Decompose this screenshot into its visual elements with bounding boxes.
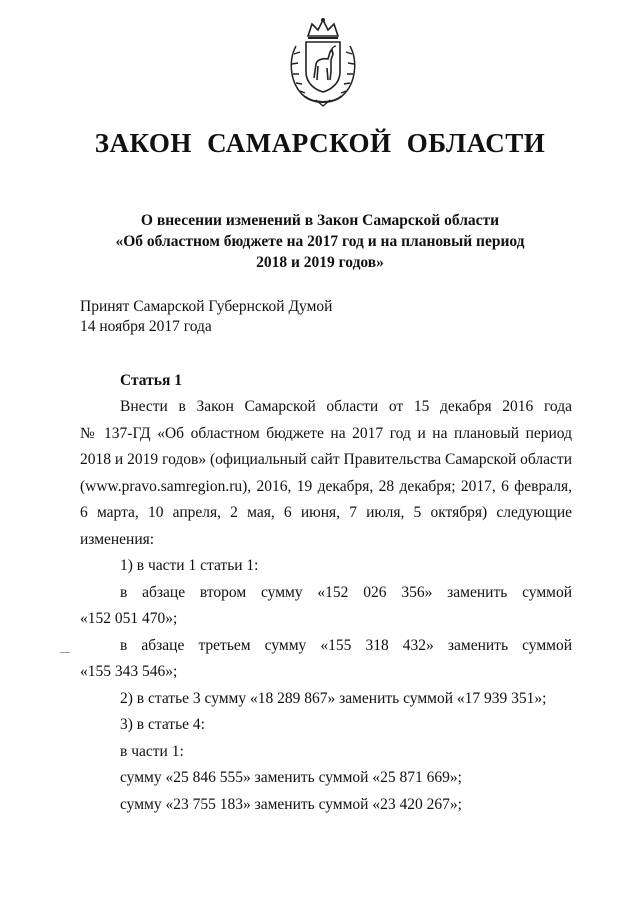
paragraph-line: 2018 и 2019 годов» (официальный сайт Правительства Самарской области <box>80 451 572 468</box>
paragraph-line: (www.pravo.samregion.ru), 2016, 19 декабря, 28 декабря; 2017, 6 февраля, <box>80 477 572 495</box>
samara-region-coat-of-arms-icon <box>286 16 360 108</box>
list-item: 3) в статье 4: <box>120 716 205 733</box>
paragraph-line: № 137-ГД «Об областном бюджете на 2017 год и на плановый период <box>80 424 572 442</box>
adoption-note <box>80 297 332 337</box>
law-title: ЗАКОН САМАРСКОЙ ОБЛАСТИ <box>94 128 546 158</box>
paragraph-line: 6 марта, 10 апреля, 2 мая, 6 июня, 7 июля, 5 октября) следующие <box>80 504 572 521</box>
subtitle-line: 2018 и 2019 годов» <box>256 254 384 271</box>
paragraph-line: в абзаце втором сумму «152 026 356» заменить суммой <box>120 583 572 601</box>
adoption-date: 14 ноября 2017 года <box>80 318 212 335</box>
paragraph-line: в абзаце третьем сумму «155 318 432» заменить суммой <box>120 636 572 654</box>
paragraph-line: сумму «23 755 183» заменить суммой «23 420 267»; <box>120 795 462 813</box>
margin-mark <box>60 652 70 653</box>
paragraph-line: «152 051 470»; <box>80 610 178 627</box>
subtitle-line: «Об областном бюджете на 2017 год и на плановый период <box>115 233 525 250</box>
paragraph-line: «155 343 546»; <box>80 663 178 680</box>
subtitle-line: О внесении изменений в Закон Самарской области <box>140 212 500 229</box>
paragraph-line: изменения: <box>80 530 155 548</box>
adoption-body: Принят Самарской Губернской Думой <box>80 298 333 315</box>
article-body <box>80 394 572 818</box>
paragraph-line: в части 1: <box>120 742 184 760</box>
paragraph-line: Внести в Закон Самарской области от 15 декабря 2016 года <box>120 398 572 415</box>
article-heading: Статья 1 <box>120 372 182 389</box>
law-subtitle <box>60 210 580 273</box>
list-item: 1) в части 1 статьи 1: <box>120 557 259 574</box>
paragraph-line: сумму «25 846 555» заменить суммой «25 871 669»; <box>120 769 462 786</box>
list-item: 2) в статье 3 сумму «18 289 867» заменить суммой «17 939 351»; <box>120 689 547 707</box>
